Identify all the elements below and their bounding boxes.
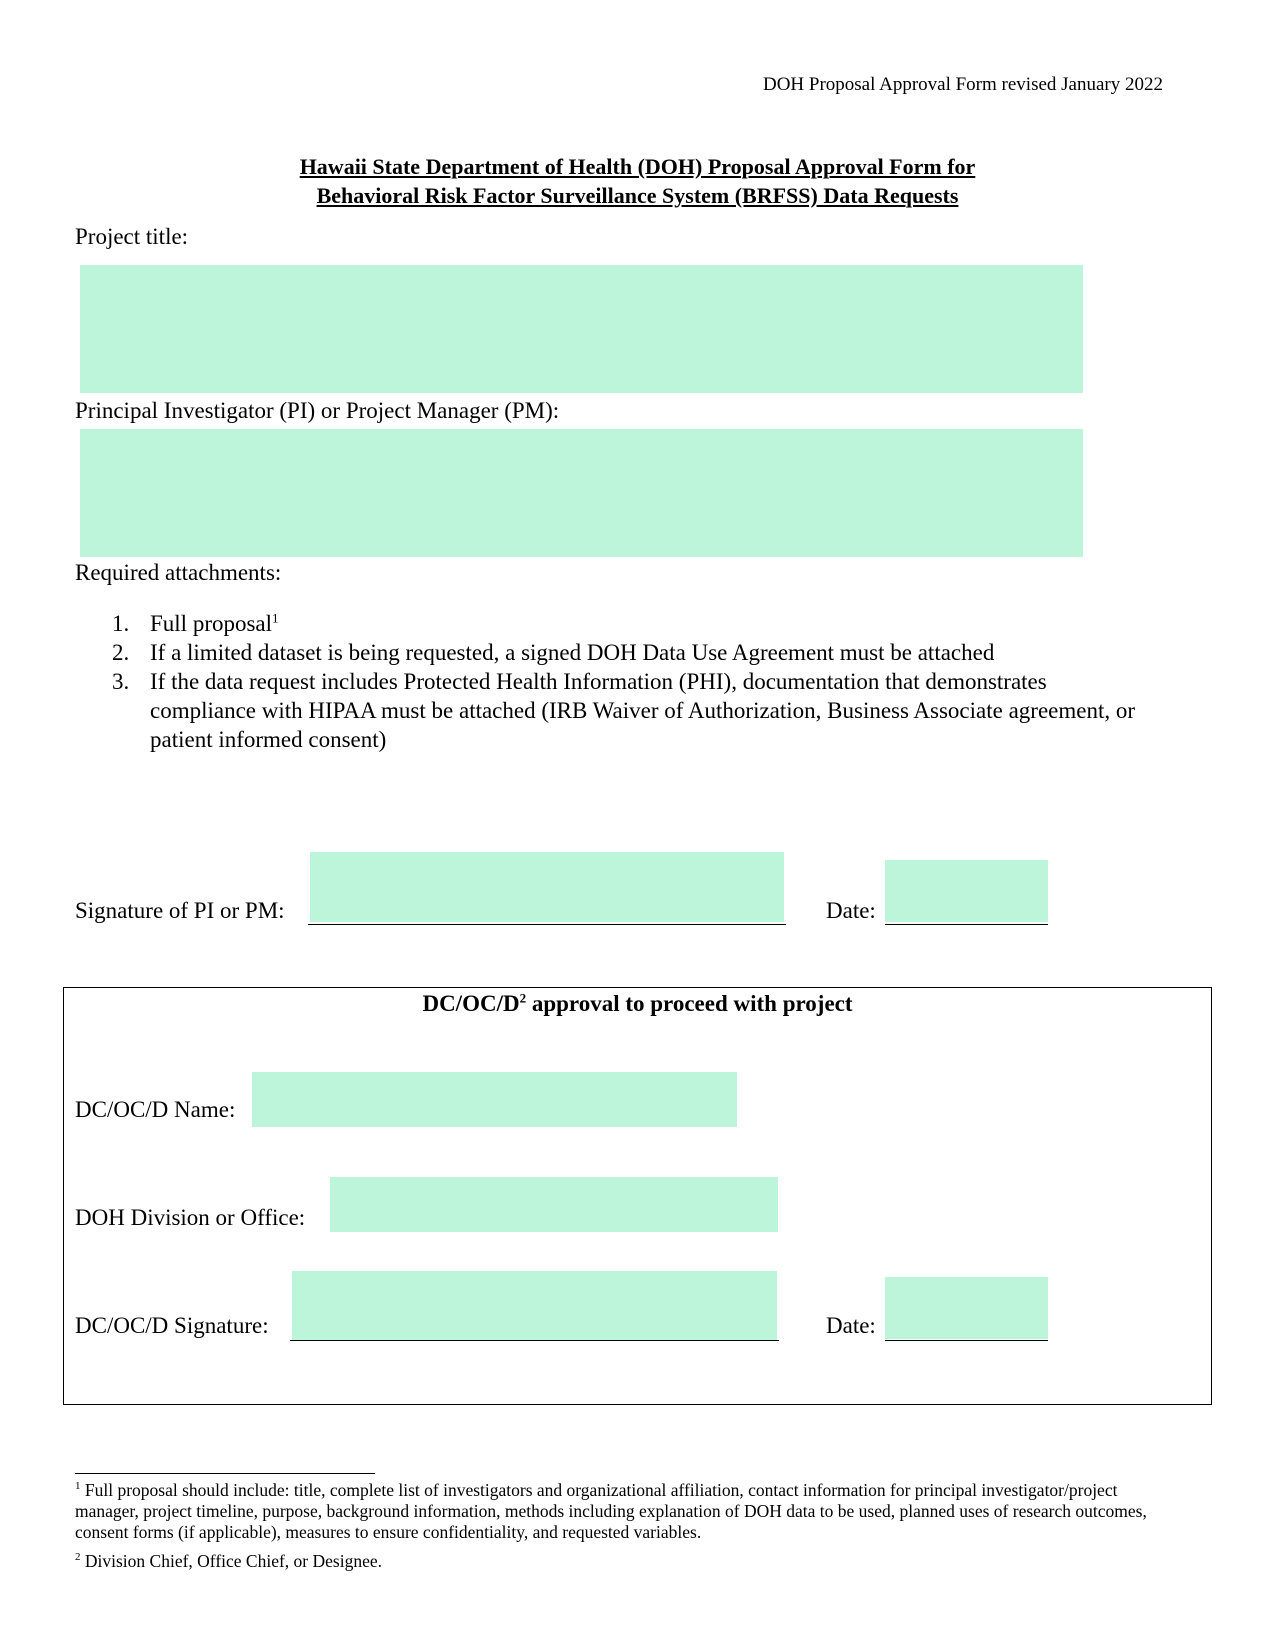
footnote-2-mark: 2 [75, 1551, 81, 1564]
dcocd-date-label: Date: [826, 1313, 876, 1338]
form-title-line-2: Behavioral Risk Factor Surveillance System (BRFSS) Data Requests [316, 183, 959, 208]
form-title [0, 152, 1275, 210]
form-title-line-1: Hawaii State Department of Health (DOH) Proposal Approval Form for [299, 154, 976, 179]
pi-date-field[interactable] [885, 860, 1048, 922]
division-office-label: DOH Division or Office: [75, 1205, 306, 1230]
list-item-number: 3. [112, 669, 130, 694]
pi-signature-label: Signature of PI or PM: [75, 898, 285, 923]
revision-note: DOH Proposal Approval Form revised January 2022 [762, 74, 1163, 95]
footnote-2 [75, 1551, 1185, 1572]
list-item [112, 667, 1142, 754]
project-title-field[interactable] [80, 265, 1083, 393]
required-attachments-label: Required attachments: [75, 560, 282, 585]
pi-date-label: Date: [826, 898, 876, 923]
list-item-number: 2. [112, 640, 130, 665]
footnote-divider [75, 1473, 375, 1474]
dcocd-name-field[interactable] [252, 1072, 737, 1127]
division-office-field[interactable] [330, 1177, 778, 1232]
dcocd-name-label: DC/OC/D Name: [75, 1097, 236, 1122]
footnote-ref-2: 2 [519, 990, 527, 1006]
footnote-1-text: Full proposal should include: title, complete list of investigators and organizational affiliation, contact information for principal investigator/project manager, project timeline, purpose, background information, methods including explanation of DOH data to be used, planned uses of research outcomes, consent forms (if applicable), measures to ensure confidentiality, and requested variables. [75, 1480, 1147, 1542]
pi-date-line [885, 924, 1048, 925]
pi-pm-field[interactable] [80, 429, 1083, 557]
list-item-text: Full proposal [150, 611, 273, 636]
list-item-number: 1. [112, 611, 130, 636]
footnote-1 [75, 1480, 1185, 1543]
pi-pm-label: Principal Investigator (PI) or Project Manager (PM): [75, 398, 560, 423]
dcocd-date-field[interactable] [885, 1277, 1048, 1339]
project-title-label: Project title: [75, 224, 189, 249]
dcocd-signature-field[interactable] [292, 1271, 777, 1341]
attachments-list [112, 609, 1142, 754]
dcocd-signature-label: DC/OC/D Signature: [75, 1313, 269, 1338]
pi-signature-line [308, 924, 786, 925]
pi-signature-field[interactable] [310, 852, 784, 922]
dcocd-date-line [885, 1340, 1048, 1341]
dcocd-signature-line [290, 1340, 779, 1341]
approval-title [63, 991, 1212, 1017]
footnote-2-text: Division Chief, Office Chief, or Designee. [84, 1551, 382, 1571]
approval-title-suffix: approval to proceed with project [526, 991, 853, 1016]
list-item [112, 638, 1142, 667]
footnote-1-mark: 1 [75, 1480, 81, 1493]
approval-title-prefix: DC/OC/D [422, 991, 520, 1016]
list-item-text: If a limited dataset is being requested, a signed DOH Data Use Agreement must be attached [150, 640, 995, 665]
list-item [112, 609, 1142, 638]
list-item-text: If the data request includes Protected Health Information (PHI), documentation that demonstrates compliance with HIPAA must be attached (IRB Waiver of Authorization, Business Associate agreement, or patient informed consent) [150, 669, 1136, 752]
footnote-ref-1: 1 [272, 610, 279, 626]
